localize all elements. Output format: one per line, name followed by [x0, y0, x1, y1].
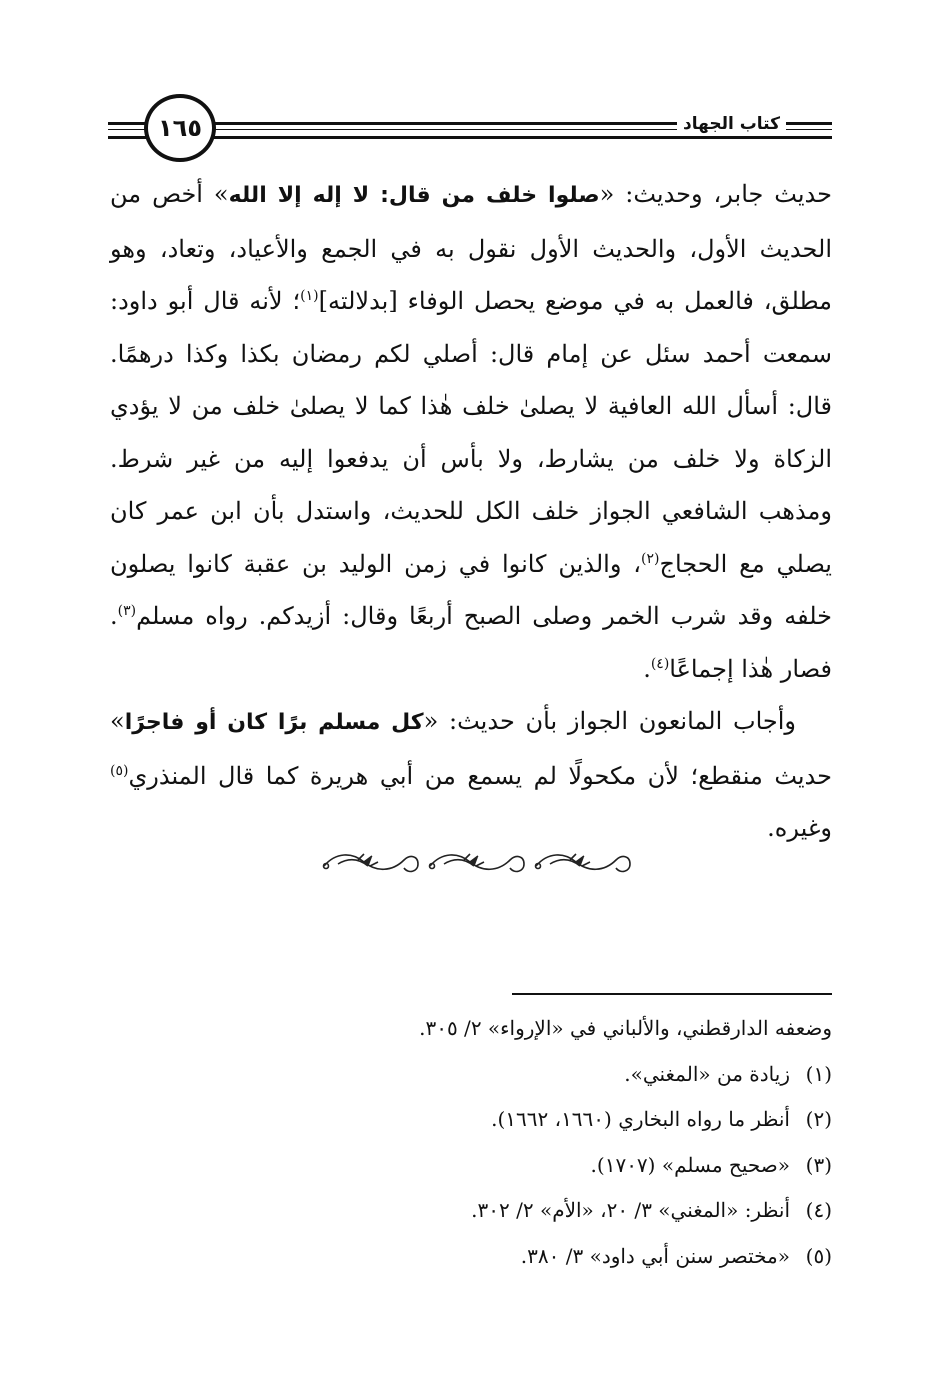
p1-text-c: ؛ لأنه قال أبو داود: سمعت أحمد سئل عن إمام قال: أصلي لكم رمضان بكذا وكذا درهمًا. قال: أسأل الله العافية لا يصلىٰ خلف هٰذا كما لا يصلىٰ خلف من لا يؤدي الزكاة ولا خلف من يشارط، ولا بأس أن يدفعوا إليه من غير شرط. ومذهب الشافعي الجواز خلف الكل للحديث، واستدل بأن ابن عمر كان يصلي مع الحجاج [110, 287, 832, 578]
footnotes [110, 1006, 832, 1279]
p2-text-b: » حديث منقطع؛ لأن مكحولًا لم يسمع من أبي هريرة كما قال المنذري [110, 707, 832, 790]
footnote-text: أنظر ما رواه البخاري (١٦٦٠، ١٦٦٢). [491, 1107, 790, 1131]
footnote-text: زيادة من «المغني». [624, 1061, 790, 1086]
footnote-text: «مختصر سنن أبي داود» ٣/ ٣٨٠. [520, 1243, 790, 1268]
footnote-4 [110, 1188, 832, 1234]
footnote-ref-4: (٤) [650, 655, 670, 672]
footnote-text: «صحيح مسلم» (١٧٠٧). [590, 1152, 790, 1177]
paragraph-2 [110, 695, 832, 855]
p1-text-a: حديث جابر، وحديث: « [599, 180, 832, 208]
main-text [110, 168, 832, 855]
footnote-number: (١) [805, 1061, 832, 1086]
footnote-continuation: وضعفه الدارقطني، والألباني في «الإرواء» ٢/ ٣٠٥. [419, 1016, 832, 1040]
footnote-5 [110, 1234, 832, 1280]
paragraph-1 [110, 168, 832, 695]
footnote-ref-2: (٢) [641, 550, 660, 567]
p1-text-b: » أخص من الحديث الأول، والحديث الأول نقول به في الجمع والأعياد، وتعاد، وهو مطلق، فالعمل به في موضع يحصل الوفاء [بدلالته] [110, 180, 832, 315]
page-number-badge [144, 94, 216, 162]
page-number: ١٦٥ [158, 114, 202, 142]
footnote-3 [110, 1143, 832, 1189]
footnote-text: أنظر: «المغني» ٣/ ٢٠، «الأم» ٢/ ٣٠٢. [471, 1198, 790, 1222]
footnote-number: (٣) [805, 1152, 832, 1177]
footnote-1 [110, 1052, 832, 1098]
footnote-ref-5: (٥) [110, 762, 129, 779]
p2-hadith-quote: كل مسلم برًا كان أو فاجرًا [124, 710, 424, 735]
header-rule-bottom [108, 136, 832, 139]
footnote-number: (٤) [805, 1198, 832, 1222]
p1-hadith-quote: صلوا خلف من قال: لا إله إلا الله [228, 183, 600, 208]
footnote-number: (٥) [805, 1243, 832, 1268]
p1-text-f: . [643, 654, 651, 683]
footnote-2 [110, 1097, 832, 1143]
footnote-number: (٢) [805, 1107, 832, 1131]
footnote-ref-3: (٣) [117, 603, 137, 619]
floral-divider-icon [318, 848, 632, 880]
p2-text-c: وغيره. [767, 814, 832, 842]
p2-text-a: وأجاب المانعون الجواز بأن حديث: « [423, 707, 796, 735]
footnote-ref-1: (١) [300, 288, 319, 304]
p1-text-e: . فصار هٰذا إجماعًا [110, 602, 832, 683]
chapter-title: كتاب الجهاد [677, 112, 786, 136]
p1-text-d: ، والذين كانوا في زمن الوليد بن عقبة كانوا يصلون خلفه وقد شرب الخمر وصلى الصبح أربعًا وقال: أزيدكم. رواه مسلم [110, 549, 832, 630]
footnote-separator [512, 993, 832, 995]
